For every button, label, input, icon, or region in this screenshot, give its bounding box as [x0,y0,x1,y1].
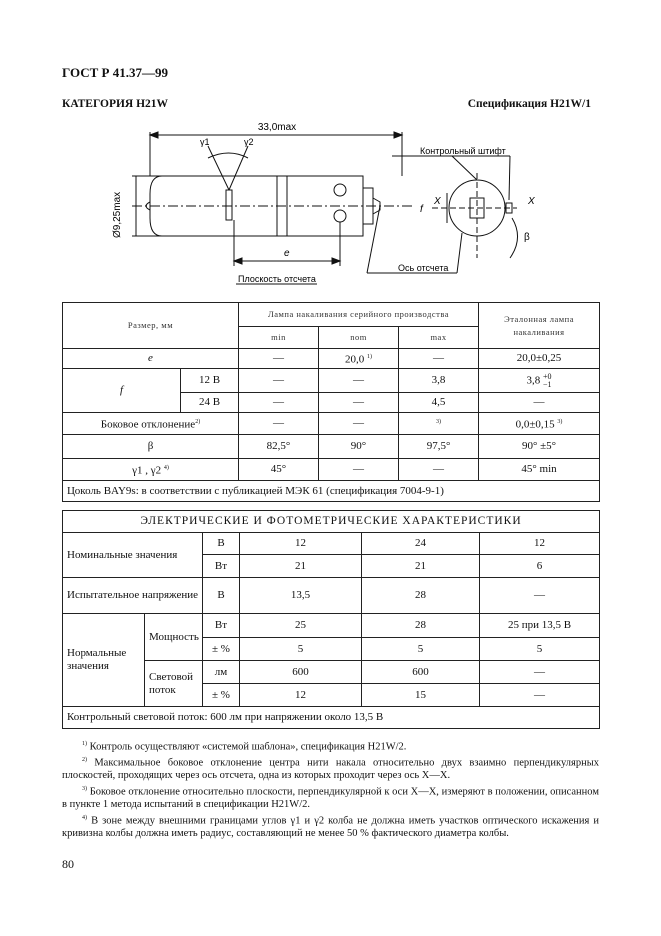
f-label: f [420,204,423,215]
row-e-min: — [239,349,319,369]
flux-3: — [480,661,600,684]
nominal-v-3: 12 [480,533,600,555]
row-f24-min: — [239,393,319,413]
nominal-unit-w: Вт [203,555,240,578]
row-f12-min: — [239,369,319,393]
row-e-nom: 20,0 $^{1)}$ [319,349,399,369]
row-beta-min: 82,5° [239,435,319,459]
test-voltage-label: Испытательное напряжение [63,578,203,614]
gamma2-label: γ2 [244,137,254,147]
nominal-w-3: 6 [480,555,600,578]
flux-tol-unit: ± % [203,684,240,707]
row-lateral-max: 3) [399,413,479,435]
table-row [63,707,600,729]
dimensions-table [62,302,600,502]
x-left-label: X [434,196,441,207]
row-gamma-max: — [399,459,479,481]
flux-tol-1: 12 [240,684,362,707]
power-tol-3: 5 [480,638,600,661]
table-row [63,369,600,393]
gamma1-label: γ1 [200,137,210,147]
dim-arrow-right [394,132,402,138]
e-arrow-left [234,258,242,264]
filament [226,190,232,220]
gamma2-line [229,146,248,190]
row-lateral-label: Боковое отклонение$^{2)}$ [63,413,239,435]
power-unit: Вт [203,614,240,638]
row-lateral-ref: 0,0±0,15 $^{3)}$ [479,413,600,435]
test-voltage-1: 13,5 [240,578,362,614]
row-f12-voltage: 12 В [181,369,239,393]
row-gamma-label: γ1 , γ2 $^{4)}$ [63,459,239,481]
flux-1: 600 [240,661,362,684]
test-voltage-2: 28 [362,578,480,614]
col-nom: nom [319,327,399,349]
standard-number: ГОСТ Р 41.37—99 [62,65,168,80]
pin-upper [334,184,346,196]
nominal-v-2: 24 [362,533,480,555]
power-label: Мощность [145,614,203,661]
row-e-max: — [399,349,479,369]
row-f24-voltage: 24 В [181,393,239,413]
table-row [63,481,600,502]
elec-title: ЭЛЕКТРИЧЕСКИЕ И ФОТОМЕТРИЧЕСКИЕ ХАРАКТЕРИСТИКИ [63,511,600,533]
pin-lower [334,210,346,222]
dim-length-label: 33,0max [257,122,297,133]
row-f-label: f [63,369,181,413]
footnotes [62,738,599,840]
size-header: Размер, мм [63,303,239,349]
row-f24-max: 4,5 [399,393,479,413]
page-number: 80 [62,857,74,871]
ref-plane-label: Плоскость отсчета [238,274,316,284]
power-tol-1: 5 [240,638,362,661]
footnote-1: $^{1)}$ Контроль осуществляют «системой шаблона», спецификация H21W/2. [82,741,407,753]
reference-header: Эталонная лампа накаливания [479,303,600,349]
row-gamma-min: 45° [239,459,319,481]
flux-tol-2: 15 [362,684,480,707]
dim-diameter-label: Ø9,25max [112,191,123,238]
table-row [63,614,600,638]
row-f24-nom: — [319,393,399,413]
specification-title: Спецификация H21W/1 [467,98,591,110]
nominal-unit-v: В [203,533,240,555]
row-f12-max: 3,8 [399,369,479,393]
gamma-arc [208,153,248,158]
nominal-w-2: 21 [362,555,480,578]
row-lateral-nom: — [319,413,399,435]
dim-e-label: e [284,248,290,259]
footnote-4: $^{4)}$ В зоне между внешними границами углов γ1 и γ2 колба не должна иметь участков оптического искажения и кривизна колбы должна иметь радиус, составляющий не менее 50 % фактического диаметра колбы. [62,814,600,840]
row-f24-ref: — [479,393,600,413]
control-flux-row: Контрольный световой поток: 600 лм при напряжении около 13,5 В [63,707,600,729]
table-row [63,459,600,481]
power-3: 25 при 13,5 В [480,614,600,638]
table-row [63,413,600,435]
table-row [63,349,600,369]
flux-tol-3: — [480,684,600,707]
ref-axis-label: Ось отсчета [398,263,449,273]
electrical-table [62,510,600,729]
footnote-2: $^{2)}$ Максимальное боковое отклонение центра нити накала относительно двух взаимно перпендикулярных плоскостей, проходящих через ось отсчета, одна из которых проходит через ось X—X. [62,756,600,782]
row-beta-ref: 90° ±5° [479,435,600,459]
row-f12-nom: — [319,369,399,393]
flux-2: 600 [362,661,480,684]
table-row [63,533,600,555]
category-title: КАТЕГОРИЯ H21W [62,98,169,110]
e-arrow-right [332,258,340,264]
power-2: 28 [362,614,480,638]
row-beta-nom: 90° [319,435,399,459]
flux-unit: лм [203,661,240,684]
power-tol-2: 5 [362,638,480,661]
beta-arc [510,218,518,258]
nominal-label: Номинальные значения [63,533,203,578]
table-row [63,435,600,459]
col-max: max [399,327,479,349]
row-gamma-ref: 45° min [479,459,600,481]
base-row: Цоколь BAY9s: в соответствии с публикацией МЭК 61 (спецификация 7004-9-1) [63,481,600,502]
row-f12-ref: 3,8 +0 −1 [479,369,600,393]
nominal-w-1: 21 [240,555,362,578]
dim-arrow-left [150,132,158,138]
table-row [63,578,600,614]
row-lateral-min: — [239,413,319,435]
beta-label: β [524,232,530,243]
serial-header: Лампа накаливания серийного производства [239,303,479,327]
power-tol-unit: ± % [203,638,240,661]
col-min: min [239,327,319,349]
footnote-3: $^{3)}$ Боковое отклонение относительно плоскости, перпендикулярной к оси X—X, измеряют в положении, описанном в пункте 1 метода испытаний в спецификации H21W/2. [62,785,599,811]
pin-leader-left [452,156,477,180]
nominal-v-1: 12 [240,533,362,555]
normal-label: Нормальные значения [63,614,145,707]
axis-leader-right [457,233,462,273]
ref-pin-label: Контрольный штифт [420,146,506,156]
row-e-label: e [63,349,239,369]
power-1: 25 [240,614,362,638]
row-beta-max: 97,5° [399,435,479,459]
row-gamma-nom: — [319,459,399,481]
test-voltage-unit: В [203,578,240,614]
row-e-ref: 20,0±0,25 [479,349,600,369]
x-right-label: X [528,196,535,207]
row-beta-label: β [63,435,239,459]
lamp-drawing [62,118,552,298]
pin-leader-right [509,156,510,200]
test-voltage-3: — [480,578,600,614]
flux-label: Световой поток [145,661,203,707]
